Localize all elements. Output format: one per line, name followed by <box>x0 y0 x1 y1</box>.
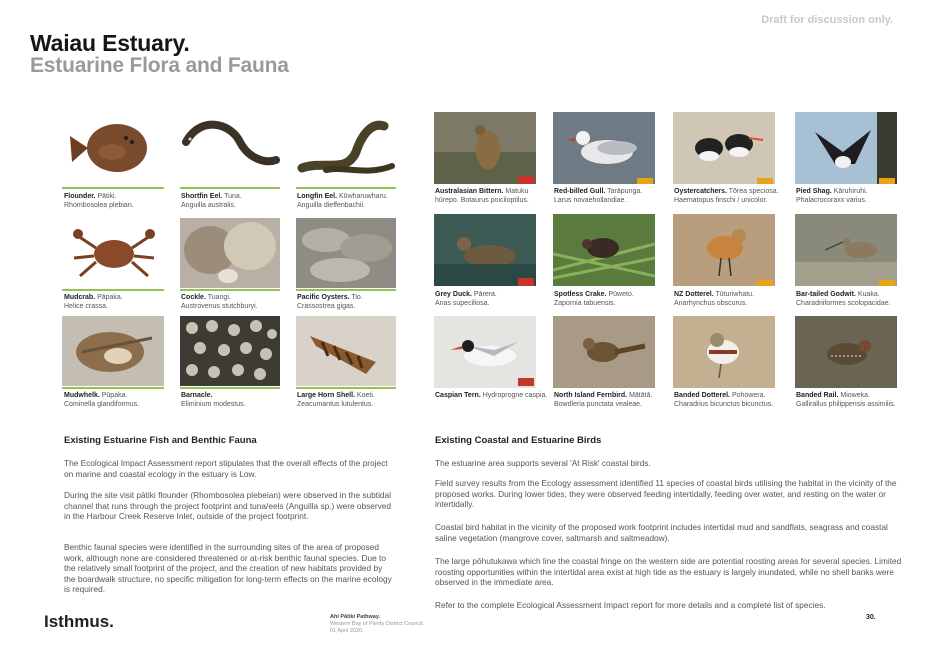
mudcrab-photo <box>62 218 164 288</box>
page-title: Waiau Estuary. <box>30 30 190 56</box>
fish-section-heading: Existing Estuarine Fish and Benthic Fauna <box>64 435 257 446</box>
bird-caption: Banded Rail. Mioweka. Gallirallus philippensis assimilis. <box>796 392 896 408</box>
fauna-caption: Mudcrab. Pāpaka. Helice crassa. <box>64 294 123 310</box>
divider <box>296 289 396 291</box>
fauna-caption: Barnacle. Eliminium modestus. <box>181 392 246 408</box>
spotless-crake-photo <box>553 214 655 286</box>
shortfin-eel-photo <box>180 112 280 186</box>
bittern-photo <box>434 112 536 184</box>
footer-date: 01 April 2020. <box>330 628 364 634</box>
birds-paragraph: Refer to the complete Ecological Assessment Impact report for more details and a complete list of species. <box>435 600 826 610</box>
cockle-photo <box>180 218 280 288</box>
divider <box>62 387 164 389</box>
bird-caption: Australasian Bittern. Matuku hūrepo. Botaurus poiciloptilus. <box>435 188 529 204</box>
fauna-caption: Mudwhelk. Pūpaka. Cominella glandiformus. <box>64 392 140 408</box>
bird-caption: Grey Duck. Pārera. Anas supeciliosa. <box>435 291 497 307</box>
page-subtitle: Estuarine Flora and Fauna <box>30 54 289 77</box>
status-badge <box>879 280 895 286</box>
pacific-oysters-photo <box>296 218 396 288</box>
fauna-caption: Pacific Oysters. Tio. Crassostrea gigas. <box>297 294 363 310</box>
status-badge <box>879 178 895 184</box>
birds-section-heading: Existing Coastal and Estuarine Birds <box>435 435 602 446</box>
oystercatchers-photo <box>673 112 775 184</box>
footer-project: Ahi Pātiki Pathway. <box>330 614 381 620</box>
status-badge <box>757 178 773 184</box>
mudwhelk-photo <box>62 316 164 386</box>
bird-caption: Oystercatchers. Tōrea speciosa. Haematopus finschi / unicolor. <box>674 188 779 204</box>
divider <box>296 387 396 389</box>
divider <box>62 289 164 291</box>
red-billed-gull-photo <box>553 112 655 184</box>
birds-paragraph: Coastal bird habitat in the vicinity of the proposed work footprint includes intertidal mud and sandflats, seagrass and coastal saline vegetation (mangrove cover, saltmarsh and saltmeadow). <box>435 522 888 543</box>
divider <box>296 187 396 189</box>
divider <box>180 187 280 189</box>
fauna-caption: Shortfin Eel. Tuna. Anguilla australis. <box>181 193 242 209</box>
status-badge <box>757 280 773 286</box>
banded-rail-photo <box>795 316 897 388</box>
nz-dotterel-photo <box>673 214 775 286</box>
footer-project-info <box>330 614 424 635</box>
fauna-caption: Large Horn Shell. Koeti. Zeacumantus lutulentus. <box>297 392 375 408</box>
birds-paragraph: The large pōhutukawa which line the coastal fringe on the western side are potential roosting areas for several species. Limited roosting opportunities within the intertidal area exist at high tide as the estuary is largely inundated, while no shell banks were observed in the immediate area. <box>435 556 902 588</box>
grey-duck-photo <box>434 214 536 286</box>
isthmus-logo: Isthmus. <box>44 612 114 631</box>
fernbird-photo <box>553 316 655 388</box>
fish-paragraph: The Ecological Impact Assessment report stipulates that the overall effects of the project on marine and coastal ecology in the estuary is Low. <box>64 458 388 479</box>
large-horn-shell-photo <box>296 316 396 386</box>
bird-caption: NZ Dotterel. Tūturiwhatu. Anarhynchus obscurus. <box>674 291 755 307</box>
bird-caption: Banded Dotterel. Pohowera. Charadrius bicunctus bicunctus. <box>674 392 774 408</box>
bird-caption: Bar-tailed Godwit. Kuaka. Charadriiformes scolopacidae. <box>796 291 891 307</box>
bird-caption: Pied Shag. Kāruhiruhi. Phalacrocoraxx varius. <box>796 188 868 204</box>
footer-client: Western Bay of Plenty District Council. <box>330 621 425 627</box>
nationally-critical-badge <box>518 176 534 184</box>
fish-paragraph: Benthic faunal species were identified in the surrounding sites of the area of proposed work, although none are considered threatened or at-risk benthic faunal species. Due to the relatively small footprint of the project, and the creation of new habitats provided by the boardwalk structure, no specific mitigation for long-term effects on the marine ecology is required. <box>64 542 392 595</box>
bird-caption: North Island Fernbird. Mātātā. Bowdleria punctata vealeae. <box>554 392 653 408</box>
nationally-critical-badge <box>518 278 534 286</box>
banded-dotterel-photo <box>673 316 775 388</box>
birds-paragraph: Field survey results from the Ecology assessment identified 11 species of coastal birds utilising the habitat in the vicinity of the proposed works. During lower tides, they were observed feeding intertidally, feeding over water, and resting on the water or intertidally. <box>435 478 897 510</box>
bird-caption: Red-billed Gull. Tarāpunga. Larus novaehollandiae. <box>554 188 643 204</box>
draft-note: Draft for discussion only. <box>761 14 893 26</box>
divider <box>180 289 280 291</box>
barnacle-photo <box>180 316 280 386</box>
pied-shag-photo <box>795 112 897 184</box>
divider <box>180 387 280 389</box>
fish-paragraph: During the site visit pātiki flounder (Rhombosolea plebeian) were observed in the subtidal channel that runs through the project footprint and tuna/eels (Anguilla sp.) were observed in the Harbour Creek Reserve Inlet, outside of the project footprint. <box>64 490 392 522</box>
fauna-caption: Longfin Eel. Kūwharuwharu. Anguilla dieffenbachii. <box>297 193 388 209</box>
divider <box>62 187 164 189</box>
fauna-caption: Cockle. Tuangi. Austrovenus stutchburyi. <box>181 294 258 310</box>
fauna-caption: Flounder. Pātiki. Rhombosolea plebian. <box>64 193 134 209</box>
birds-paragraph: The estuarine area supports several 'At Risk' coastal birds. <box>435 458 651 468</box>
status-badge <box>637 178 653 184</box>
nationally-vulnerable-badge <box>518 378 534 386</box>
bird-caption: Spotless Crake. Pūweto. Zapornia tabuensis. <box>554 291 634 307</box>
longfin-eel-photo <box>296 112 396 186</box>
bird-caption: Caspian Tern. Hydroprogne caspia. <box>435 392 548 399</box>
page-number: 30. <box>866 614 876 621</box>
flounder-photo <box>62 112 164 186</box>
godwit-photo <box>795 214 897 286</box>
